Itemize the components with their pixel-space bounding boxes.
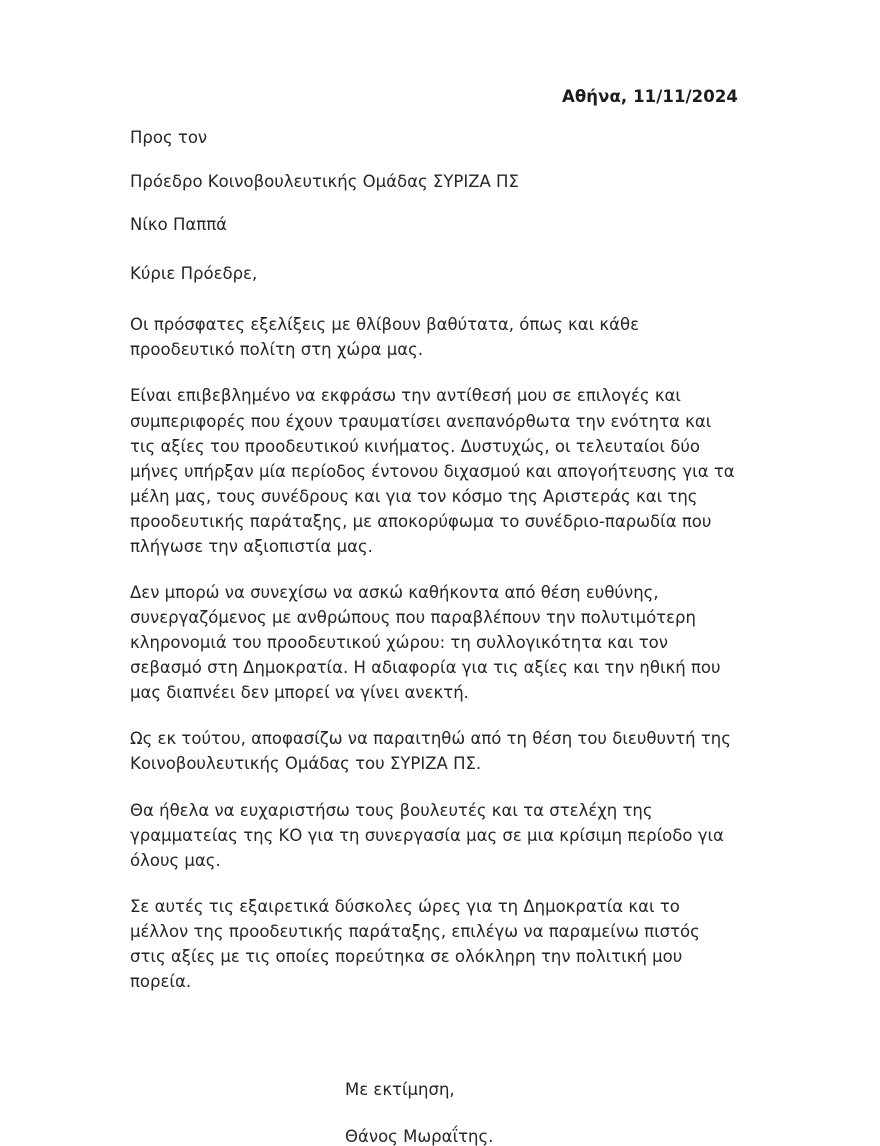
recipient-block <box>130 130 738 234</box>
body-paragraph: Θα ήθελα να ευχαριστήσω τους βουλευτές και τα στελέχη της γραμματείας της ΚΟ για τη συνεργασία μας σε μια κρίσιμη περίοδο για όλους μας. <box>130 800 724 870</box>
body-paragraph: Δεν μπορώ να συνεχίσω να ασκώ καθήκοντα από θέση ευθύνης, συνεργαζόμενος με ανθρώπους που παραβλέπουν την πολυτιμότερη κληρονομιά του προοδευτικού χώρου: τη συλλογικότητα και τον σεβασμό στη Δημοκρατία. Η αδιαφορία για τις αξίες και την ηθική που μας διαπνέει δεν μπορεί να γίνει ανεκτή. <box>130 582 721 703</box>
body-paragraph: Σε αυτές τις εξαιρετικά δύσκολες ώρες για τη Δημοκρατία και το μέλλον της προοδευτικής παράταξης, επιλέγω να παραμείνω πιστός στις αξίες με τις οποίες πορεύτηκα σε ολόκληρη την πολιτική μου πορεία. <box>130 896 700 991</box>
salutation: Κύριε Πρόεδρε, <box>130 263 258 283</box>
valediction: Με εκτίμηση, <box>345 1080 455 1100</box>
body-paragraph: Οι πρόσφατες εξελίξεις με θλίβουν βαθύτατα, όπως και κάθε προοδευτικό πολίτη στη χώρα μας. <box>130 315 640 360</box>
recipient-line-3: Νίκο Παππά <box>130 215 228 235</box>
signature-name: Θάνος Μωραΐτης. <box>345 1126 494 1146</box>
recipient-line-1: Προς τον <box>130 128 208 148</box>
recipient-line-2: Πρόεδρο Κοινοβουλευτικής Ομάδας ΣΥΡΙΖΑ ΠΣ <box>130 171 519 191</box>
closing-block <box>130 1082 738 1145</box>
letter-body <box>130 312 738 994</box>
body-paragraph: Είναι επιβεβλημένο να εκφράσω την αντίθεσή μου σε επιλογές και συμπεριφορές που έχουν τραυματίσει ανεπανόρθωτα την ενότητα και τις αξίες του προοδευτικού κινήματος. Δυστυχώς, οι τελευταίοι δύο μήνες υπήρξαν μία περίοδος έντονου διχασμού και απογοήτευσης για τα μέλη μας, τους συνέδρους και για τον κόσμο της Αριστεράς και της προοδευτικής παράταξης, με αποκορύφωμα το συνέδριο-παρωδία που πλήγωσε την αξιοπιστία μας. <box>130 386 735 556</box>
body-paragraph: Ως εκ τούτου, αποφασίζω να παραιτηθώ από τη θέση του διευθυντή της Κοινοβουλευτικής Ομάδας του ΣΥΡΙΖΑ ΠΣ. <box>130 729 731 774</box>
letter-content <box>130 0 738 1145</box>
date-line: Αθήνα, 11/11/2024 <box>561 87 738 106</box>
